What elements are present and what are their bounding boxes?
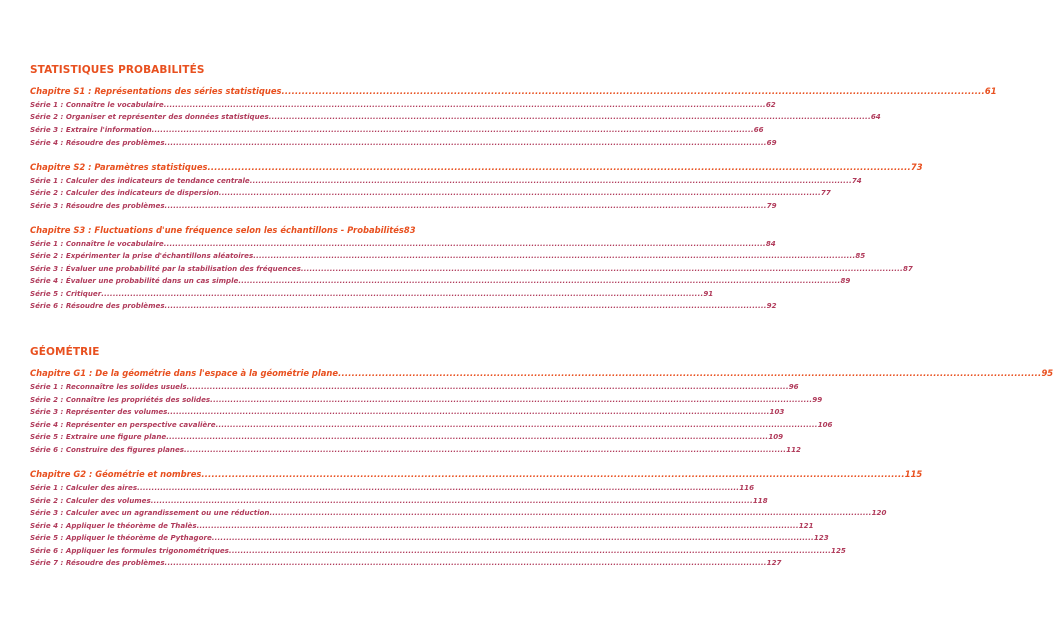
toc-serie-label: Série 2 : Connaître les propriétés des solides [30, 395, 211, 404]
toc-chapter-s3[interactable] [30, 225, 416, 235]
dot-leader [250, 176, 852, 185]
toc-page-number: 112 [786, 445, 801, 454]
toc-serie-label: Série 2 : Expérimenter la prise d'échantillons aléatoires [30, 251, 254, 260]
dot-leader [201, 469, 904, 479]
dot-leader [210, 395, 812, 404]
toc-page-number: 84 [765, 239, 776, 248]
toc-serie-label: Série 3 : Représenter des volumes [30, 407, 168, 416]
dot-leader [165, 201, 767, 210]
dot-leader [165, 558, 767, 567]
toc-serie-label: Série 1 : Connaître le vocabulaire [30, 239, 164, 248]
toc-page-number: 103 [769, 407, 785, 416]
toc-serie-label: Série 2 : Organiser et représenter des données statistiques [30, 112, 269, 121]
toc-page-number: 77 [820, 188, 831, 197]
toc-page-number: 89 [840, 276, 851, 285]
toc-serie[interactable] [30, 276, 851, 285]
toc-chapter-label: Chapitre G2 : Géométrie et nombres [30, 469, 202, 479]
dot-leader [253, 251, 855, 260]
section-title-geometrie: GÉOMÉTRIE [30, 346, 100, 358]
toc-serie-label: Série 2 : Calculer des indicateurs de dispersion [30, 188, 219, 197]
toc-serie[interactable] [30, 483, 755, 492]
toc-serie-label: Série 5 : Extraire une figure plane [30, 432, 167, 441]
dot-leader [301, 264, 903, 273]
toc-serie[interactable] [30, 176, 862, 185]
toc-page-number: 96 [788, 382, 799, 391]
toc-serie[interactable] [30, 546, 846, 555]
toc-page-number: 92 [766, 301, 777, 310]
toc-serie-label: Série 3 : Évaluer une probabilité par la stabilisation des fréquences [30, 264, 301, 273]
dot-leader [165, 301, 767, 310]
toc-serie-label: Série 6 : Résoudre des problèmes [30, 301, 165, 310]
toc-serie[interactable] [30, 112, 881, 121]
dot-leader [212, 533, 814, 542]
toc-serie-label: Série 4 : Représenter en perspective cavalière [30, 420, 216, 429]
toc-page-number: 120 [871, 508, 887, 517]
toc-page-number: 106 [817, 420, 833, 429]
toc-serie-label: Série 1 : Reconnaître les solides usuels [30, 382, 187, 391]
toc-serie[interactable] [30, 138, 777, 147]
toc-serie[interactable] [30, 264, 913, 273]
dot-leader [187, 382, 789, 391]
dot-leader [164, 100, 766, 109]
toc-serie[interactable] [30, 508, 887, 517]
toc-serie-label: Série 5 : Critiquer [30, 289, 102, 298]
toc-serie[interactable] [30, 521, 814, 530]
dot-leader [184, 445, 786, 454]
toc-page-number: 87 [902, 264, 913, 273]
toc-page-number: 83 [403, 225, 416, 235]
toc-page-number: 85 [855, 251, 866, 260]
dot-leader [216, 420, 818, 429]
toc-page-number: 109 [768, 432, 784, 441]
dot-leader [269, 508, 871, 517]
toc-serie[interactable] [30, 301, 777, 310]
toc-page-number: 127 [766, 558, 782, 567]
toc-page-number: 91 [703, 289, 714, 298]
toc-page-number: 64 [870, 112, 881, 121]
toc-page-number: 73 [910, 162, 923, 172]
dot-leader [208, 162, 911, 172]
toc-serie-label: Série 2 : Calculer des volumes [30, 496, 151, 505]
toc-page-number: 69 [766, 138, 777, 147]
toc-serie[interactable] [30, 407, 785, 416]
toc-serie[interactable] [30, 251, 866, 260]
toc-page-number: 66 [753, 125, 764, 134]
toc-serie-label: Série 7 : Résoudre des problèmes [30, 558, 165, 567]
dot-leader [269, 112, 871, 121]
dot-leader [164, 239, 766, 248]
toc-serie-label: Série 3 : Calculer avec un agrandissement ou une réduction [30, 508, 270, 517]
dot-leader [219, 188, 821, 197]
section-title-statistiques: STATISTIQUES PROBABILITÉS [30, 64, 205, 76]
toc-serie[interactable] [30, 188, 831, 197]
dot-leader [197, 521, 799, 530]
toc-serie-label: Série 6 : Appliquer les formules trigonométriques [30, 546, 229, 555]
dot-leader [165, 138, 767, 147]
toc-serie[interactable] [30, 100, 776, 109]
toc-serie[interactable] [30, 201, 777, 210]
toc-chapter-s1[interactable] [30, 86, 997, 96]
toc-page-number: 95 [1041, 368, 1053, 378]
toc-serie[interactable] [30, 496, 768, 505]
toc-serie-label: Série 5 : Appliquer le théorème de Pythagore [30, 533, 212, 542]
dot-leader [166, 432, 768, 441]
toc-serie-label: Série 3 : Extraire l'information [30, 125, 152, 134]
toc-serie-label: Série 1 : Calculer des aires [30, 483, 138, 492]
toc-serie[interactable] [30, 395, 823, 404]
toc-serie[interactable] [30, 239, 776, 248]
toc-page-number: 125 [831, 546, 846, 555]
toc-serie[interactable] [30, 289, 714, 298]
toc-page-number: 74 [851, 176, 862, 185]
toc-page-number: 115 [904, 469, 923, 479]
toc-page-number: 99 [812, 395, 823, 404]
toc-serie-label: Série 3 : Résoudre des problèmes [30, 201, 165, 210]
toc-chapter-g1[interactable] [30, 368, 1053, 378]
dot-leader [167, 407, 769, 416]
toc-page-number: 79 [766, 201, 777, 210]
dot-leader [152, 125, 754, 134]
toc-serie[interactable] [30, 382, 799, 391]
toc-serie[interactable] [30, 420, 833, 429]
toc-serie[interactable] [30, 558, 782, 567]
toc-chapter-label: Chapitre G1 : De la géométrie dans l'espace à la géométrie plane [30, 368, 339, 378]
toc-serie-label: Série 6 : Construire des figures planes [30, 445, 185, 454]
toc-page-number: 61 [984, 86, 997, 96]
toc-chapter-g2[interactable] [30, 469, 923, 479]
toc-serie-label: Série 4 : Appliquer le théorème de Thalès [30, 521, 197, 530]
toc-serie-label: Série 1 : Connaître le vocabulaire [30, 100, 164, 109]
toc-page-number: 116 [739, 483, 755, 492]
toc-chapter-label: Chapitre S1 : Représentations des séries statistiques [30, 86, 282, 96]
toc-serie[interactable] [30, 125, 764, 134]
dot-leader [151, 496, 753, 505]
toc-page-number: 123 [813, 533, 829, 542]
dot-leader [338, 368, 1041, 378]
toc-page-number: 118 [752, 496, 768, 505]
toc-serie[interactable] [30, 432, 784, 441]
toc-chapter-s2[interactable] [30, 162, 923, 172]
dot-leader [101, 289, 703, 298]
toc-page-number: 62 [765, 100, 776, 109]
dot-leader [238, 276, 840, 285]
toc-serie[interactable] [30, 533, 829, 542]
dot-leader [282, 86, 985, 96]
toc-serie-label: Série 1 : Calculer des indicateurs de tendance centrale [30, 176, 250, 185]
toc-serie[interactable] [30, 445, 801, 454]
toc-page-number: 121 [798, 521, 814, 530]
toc-chapter-label: Chapitre S2 : Paramètres statistiques [30, 162, 208, 172]
dot-leader [137, 483, 739, 492]
toc-serie-label: Série 4 : Évaluer une probabilité dans un cas simple [30, 276, 239, 285]
toc-chapter-label: Chapitre S3 : Fluctuations d'une fréquence selon les échantillons - Probabilités [30, 225, 404, 235]
dot-leader [229, 546, 831, 555]
toc-serie-label: Série 4 : Résoudre des problèmes [30, 138, 165, 147]
